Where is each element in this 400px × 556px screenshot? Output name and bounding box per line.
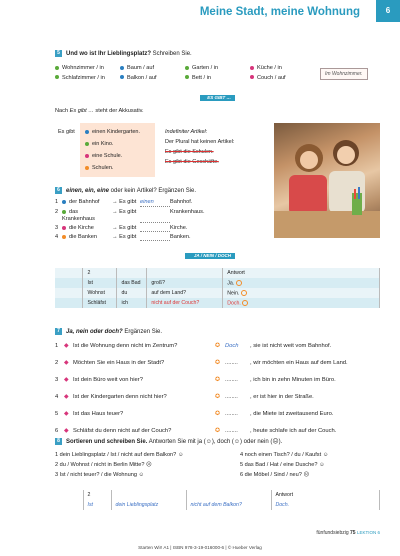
answer-cell[interactable]: dein Lieblingsplatz <box>111 500 186 510</box>
answer-blank[interactable]: ........ <box>225 377 238 383</box>
answer-blank[interactable]: ........ <box>225 360 238 366</box>
exercise-instruction-bold: Und wo ist Ihr Lieblingsplatz? <box>66 51 151 58</box>
answer-blank[interactable]: Doch <box>225 343 239 349</box>
grammar-banner: JA / NEIN / DOCH <box>185 253 235 259</box>
answer-blank[interactable]: ........ <box>225 411 238 417</box>
answer-table: 2 Antwort Ist dein Lieblingsplatz nicht auf dem Balkon? Doch. <box>55 490 380 510</box>
exercise-7-heading: 7 Ja, nein oder doch? Ergänzen Sie. <box>55 328 162 336</box>
page-title: Meine Stadt, meine Wohnung <box>199 6 360 18</box>
grammar-item: Schulen. <box>92 165 114 171</box>
header-bar <box>0 0 400 22</box>
grammar-item: eine Schule. <box>92 153 123 159</box>
exercise-6-rows: 1 der Bahnhof → Es gibt einen Bahnhof. 2 das Krankenhaus → Es gibt Krankenhaus. 3 die Kirche → Es gibt Kirche. 4 die Banken → Es gibt Banken. <box>55 199 205 241</box>
classroom-photo <box>274 123 380 238</box>
exercise-instruction: Schreiben Sie. <box>152 51 192 58</box>
grammar-note: Der Plural hat keinen Artikel: <box>165 139 235 145</box>
answer-blank[interactable]: einen <box>140 199 170 207</box>
es-gibt-label: Es gibt <box>58 129 75 135</box>
grammar-box <box>55 123 265 177</box>
answer-blank[interactable] <box>140 234 170 241</box>
answer-cell[interactable]: nicht auf dem Balkon? <box>186 500 271 510</box>
answer-blank[interactable]: ........ <box>225 428 238 434</box>
grammar-table: 2 Antwort Ist das Bad groß? Ja. Wohnst du auf dem Land? Nein. Schläfst ich nicht auf der Couch? Doch. <box>55 268 380 308</box>
grammar-note: Indefiniter Artikel: <box>165 129 208 135</box>
exercise-8-heading: 8 Sortieren und schreiben Sie. Antworten Sie mit ja (☺), doch (☺) oder nein (☹). <box>55 438 282 446</box>
answer-cell[interactable]: Doch. <box>271 500 380 510</box>
answer-blank[interactable]: ........ <box>225 394 238 400</box>
grammar-note: Es gibt die Schulen. <box>165 149 214 155</box>
copyright-credit: Starten Wir! A1 | ISBN 978-3-19-016000-6 | © Hueber Verlag <box>138 545 262 550</box>
exercise-7-rows: 1 ◆ Ist die Wohnung denn nicht im Zentrum? ✪ Doch , sie ist nicht weit vom Bahnhof. 2 ◆ Möchten Sie ein Haus in der Stadt? ✪ ........ , wir möchten ein Haus auf dem Land. 3 ◆ Ist dein Büro weit von hier? ✪ ........ , ich bin in zehn Minuten im Büro. 4 ◆ Ist der Kindergarten denn nicht hier? ✪ ........ , er ist hier in der Straße. 5 ◆ Ist das Haus teuer? ✪ ........ , die Miete ist zweitausend Euro. 6 ◆ Schläfst du denn nicht auf der Couch? ✪ ........ , heute schlafe ich auf der Couch. <box>55 343 348 434</box>
example-answer: Im Wohnzimmer. <box>320 68 368 80</box>
exercise-number: 5 <box>55 50 62 57</box>
answer-blank[interactable] <box>140 209 170 222</box>
exercise-6-heading: 6 einen, ein, eine oder kein Artikel? Ergänzen Sie. <box>55 187 196 195</box>
grammar-intro: Nach Es gibt … steht der Akkusativ. <box>55 108 144 114</box>
grammar-note: Es gibt die Geschäfte. <box>165 159 219 165</box>
answer-blank[interactable] <box>140 225 170 232</box>
grammar-item: einen Kindergarten. <box>92 129 141 135</box>
vocab-list: Wohnzimmer / in Baum / auf Garten / in Küche / in Schlafzimmer / in Balkon / auf Bett / in Couch / auf <box>55 65 380 84</box>
answer-cell[interactable]: Ist <box>83 500 111 510</box>
chapter-number: 6 <box>376 0 400 22</box>
exercise-5-heading <box>55 50 192 58</box>
grammar-item: ein Kino. <box>92 141 114 147</box>
page-footer: fünfundsiebzig 75 LEKTION 6 <box>316 530 380 536</box>
grammar-banner: ES GIBT … <box>200 95 235 101</box>
